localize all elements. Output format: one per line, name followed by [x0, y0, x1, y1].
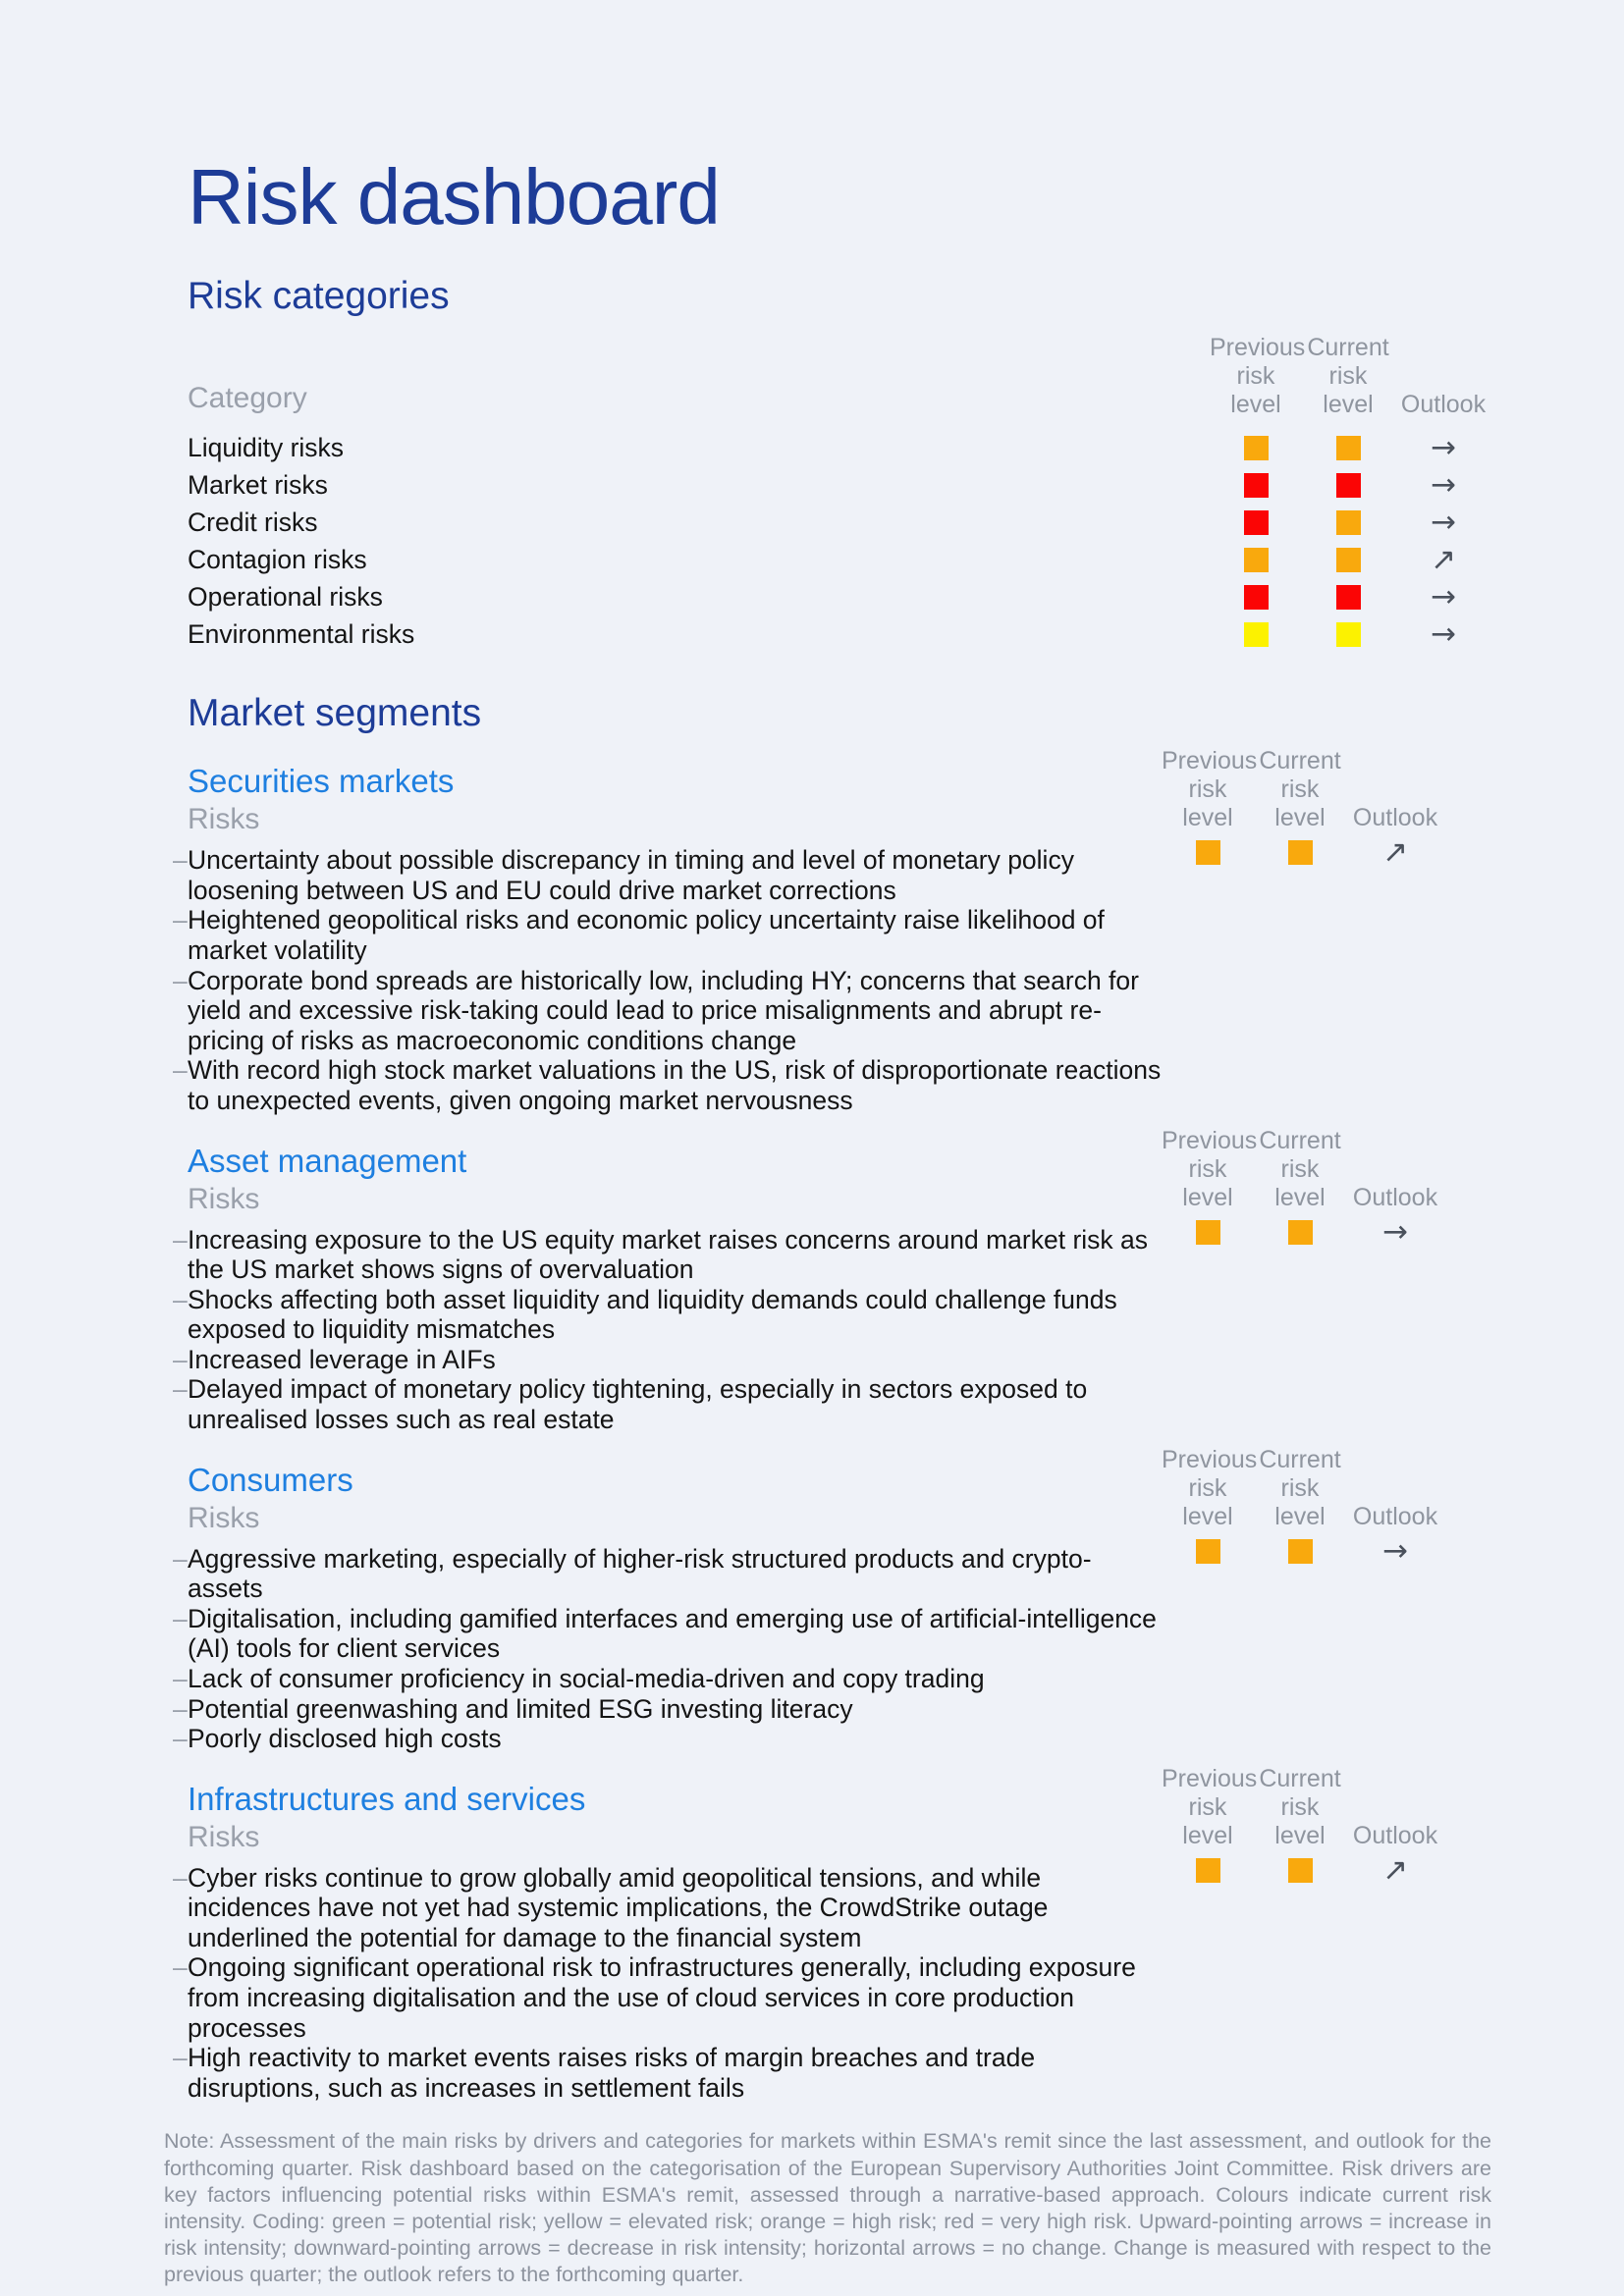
segment-consumers [173, 1445, 1492, 1754]
risk-bullet-text: Aggressive marketing, especially of higher-risk structured products and crypto-assets [188, 1543, 1092, 1604]
risk-category-label: Liquidity risks [188, 432, 345, 462]
segment-rating-row [1162, 1851, 1444, 1888]
risk-category-label: Credit risks [188, 507, 318, 537]
risk-bullet-text: Uncertainty about possible discrepancy in timing and level of monetary policy loosening between US and EU could drive market corrections [188, 845, 1074, 905]
risk-category-ratings [1210, 429, 1492, 465]
risk-category-ratings [1210, 466, 1492, 503]
risk-category-ratings [1210, 541, 1492, 577]
rating-column-headers [1162, 747, 1444, 832]
orange-risk-square [1336, 436, 1361, 460]
risk-category-label: Market risks [188, 469, 328, 500]
current-risk-level-header [1254, 1127, 1346, 1212]
current-risk-level-header-line: Current [1259, 1764, 1341, 1792]
current-risk-level-header-line: risk level [1274, 775, 1326, 832]
current-risk-level-header [1254, 1765, 1346, 1850]
orange-risk-square [1288, 1539, 1313, 1564]
orange-risk-square [1196, 1220, 1220, 1245]
risk-level-cell [1302, 470, 1394, 501]
risk-bullet-text: Ongoing significant operational risk to infrastructures generally, including exposure from increasing digitalisation and the use of cloud services in core production processes [188, 1952, 1136, 2043]
risk-bullet-text: Shocks affecting both asset liquidity and liquidity demands could challenge funds exposed to liquidity mismatches [188, 1284, 1117, 1345]
risk-level-cell [1210, 545, 1302, 575]
dash-bullet: – [173, 1055, 188, 1086]
segment-heading: Securities markets [188, 763, 455, 800]
outlook-header-line: Outlook [1352, 1183, 1438, 1211]
risk-categories-heading: Risk categories [188, 274, 450, 317]
risk-bullet-text: Lack of consumer proficiency in social-media-driven and copy trading [188, 1663, 985, 1693]
orange-risk-square [1288, 1858, 1313, 1883]
note-text: Note: Assessment of the main risks by drivers and categories for markets within ESMA's remit since the last assessment, and outlook for the forthcoming quarter. Risk dashboard based on the categorisation of the European Supervisory Authorities Joint Committee. Risk drivers are key factors influencing potential risks within ESMA's remit, assessed through a narrative-based approach. Colours indicate current risk intensity. Coding: green = potential risk; yellow = elevated risk; orange = high risk; red = very high risk. Upward-pointing arrows = increase in risk intensity; downward-pointing arrows = decrease in risk intensity; horizontal arrows = no change. Change is measured with respect to the previous quarter; the outlook refers to the forthcoming quarter. [164, 2129, 1491, 2287]
segment-rating-block [1162, 1446, 1444, 1567]
risk-category-label: Environmental risks [188, 618, 415, 649]
orange-risk-square [1196, 1858, 1220, 1883]
outlook-header-line: Outlook [1352, 1502, 1438, 1530]
category-column-label: Category [188, 382, 307, 415]
risk-bullet-text: With record high stock market valuations in the US, risk of disproportionate reactions to unexpected events, given ongoing market nervousness [188, 1055, 1162, 1115]
risk-category-label: Operational risks [188, 581, 383, 612]
red-risk-square [1244, 585, 1269, 610]
right-arrow-icon: → [1431, 466, 1456, 503]
up-right-arrow-icon: ↗ [1431, 541, 1456, 577]
risk-bullet [173, 1664, 1162, 1694]
current-risk-level-header-line: risk level [1323, 362, 1374, 419]
current-risk-level-header-line: Current [1307, 334, 1389, 362]
right-arrow-icon: → [1431, 504, 1456, 540]
current-risk-level-header-line: Current [1259, 747, 1341, 775]
segment-rating-block [1162, 747, 1444, 871]
page-title: Risk dashboard [188, 153, 720, 240]
risk-bullet-text: Potential greenwashing and limited ESG investing literacy [188, 1693, 853, 1724]
right-arrow-icon: → [1431, 615, 1456, 652]
outlook-cell [1394, 466, 1492, 503]
risk-category-ratings [1210, 578, 1492, 614]
risk-category-row [188, 615, 1492, 653]
previous-risk-level-header-line: Previous [1162, 1126, 1258, 1154]
dash-bullet: – [173, 1344, 188, 1374]
current-risk-level-header-line: risk level [1274, 1154, 1326, 1211]
risk-level-cell [1302, 582, 1394, 613]
previous-risk-level-header-line: risk level [1182, 775, 1233, 832]
risk-category-ratings [1210, 504, 1492, 540]
outlook-header-line: Outlook [1352, 1821, 1438, 1849]
risk-bullet-text: Heightened geopolitical risks and economic policy uncertainty raise likelihood of market volatility [188, 905, 1105, 965]
segment-heading: Asset management [188, 1142, 467, 1179]
outlook-cell [1394, 541, 1492, 577]
current-risk-level-header-line: Current [1259, 1445, 1341, 1473]
risk-bullet-text: Delayed impact of monetary policy tightening, especially in sectors exposed to unrealised losses such as real estate [188, 1374, 1088, 1435]
outlook-cell [1394, 504, 1492, 540]
outlook-header [1346, 1127, 1444, 1212]
outlook-header [1394, 334, 1492, 419]
right-arrow-icon: → [1431, 429, 1456, 465]
risk-bullet [173, 1694, 1162, 1725]
risk-level-cell [1162, 837, 1254, 868]
orange-risk-square [1336, 510, 1361, 535]
orange-risk-square [1288, 1220, 1313, 1245]
risk-bullet [173, 1285, 1162, 1345]
dash-bullet: – [173, 1374, 188, 1405]
previous-risk-level-header-line: Previous [1210, 334, 1306, 362]
previous-risk-level-header-line: Previous [1162, 1764, 1258, 1792]
risk-category-row [188, 578, 1492, 615]
rating-column-headers [1162, 1446, 1444, 1531]
dash-bullet: – [173, 1663, 188, 1693]
risk-bullet-list [173, 845, 1162, 1115]
dash-bullet: – [173, 1284, 188, 1314]
dash-bullet: – [173, 965, 188, 995]
risk-bullet-text: Digitalisation, including gamified interfaces and emerging use of artificial-intelligence (AI) tools for client services [188, 1603, 1157, 1664]
dash-bullet: – [173, 1543, 188, 1574]
yellow-risk-square [1244, 622, 1269, 647]
risk-categories-section [188, 275, 1492, 654]
risk-level-cell [1302, 545, 1394, 575]
previous-risk-level-header-line: Previous [1162, 747, 1258, 775]
segment-rating-row [1162, 1213, 1444, 1250]
previous-risk-level-header [1210, 334, 1306, 419]
risks-label: Risks [188, 1501, 260, 1534]
previous-risk-level-header [1162, 1764, 1258, 1850]
risk-categories-rows [188, 429, 1492, 653]
risk-bullet-list [173, 1544, 1162, 1754]
segment-securities-markets [173, 747, 1492, 1115]
market-segments-heading: Market segments [188, 692, 482, 735]
risk-level-cell [1254, 1217, 1346, 1248]
red-risk-square [1336, 585, 1361, 610]
risk-level-cell [1210, 582, 1302, 613]
risk-level-cell [1302, 433, 1394, 463]
risk-level-cell [1210, 433, 1302, 463]
risk-level-cell [1254, 1855, 1346, 1886]
dash-bullet: – [173, 1862, 188, 1893]
previous-risk-level-header-line: risk level [1230, 362, 1281, 419]
dash-bullet: – [173, 2043, 188, 2073]
orange-risk-square [1244, 548, 1269, 572]
risk-level-cell [1254, 1536, 1346, 1567]
previous-risk-level-header [1162, 1126, 1258, 1212]
previous-risk-level-header-line: risk level [1182, 1154, 1233, 1211]
risk-category-row [188, 466, 1492, 504]
previous-risk-level-header [1162, 747, 1258, 832]
risk-bullet-text: Cyber risks continue to grow globally amid geopolitical tensions, and while incidences have not yet had systemic implications, the CrowdStrike outage underlined the potential for damage to the financial system [188, 1862, 1049, 1952]
previous-risk-level-header [1162, 1445, 1258, 1531]
risk-bullet [173, 1863, 1162, 1953]
risk-level-cell [1162, 1855, 1254, 1886]
segment-infrastructures-and-services [173, 1764, 1492, 2104]
segment-heading: Consumers [188, 1461, 353, 1498]
red-risk-square [1336, 473, 1361, 498]
up-right-arrow-icon: ↗ [1382, 834, 1408, 871]
risk-bullet [173, 1604, 1162, 1664]
rating-column-headers [1162, 1765, 1444, 1850]
dash-bullet: – [173, 1224, 188, 1255]
outlook-header-line: Outlook [1400, 391, 1487, 419]
risk-level-cell [1162, 1536, 1254, 1567]
segment-rating-row [1162, 834, 1444, 871]
right-arrow-icon: → [1431, 578, 1456, 614]
current-risk-level-header [1302, 334, 1394, 419]
orange-risk-square [1336, 548, 1361, 572]
risk-bullet [173, 1724, 1162, 1754]
outlook-header [1346, 1765, 1444, 1850]
risk-category-ratings [1210, 615, 1492, 652]
orange-risk-square [1244, 436, 1269, 460]
segment-rating-row [1162, 1532, 1444, 1569]
risk-level-cell [1210, 470, 1302, 501]
risk-bullet-list [173, 1225, 1162, 1435]
market-segments-sections [173, 747, 1492, 2103]
risk-bullet [173, 1225, 1162, 1285]
outlook-cell [1346, 1213, 1444, 1250]
outlook-header [1346, 1446, 1444, 1531]
segment-rating-block [1162, 1765, 1444, 1886]
risk-bullet-text: Increasing exposure to the US equity market raises concerns around market risk as the US market shows signs of overvaluation [188, 1224, 1149, 1285]
outlook-cell [1346, 1851, 1444, 1888]
risk-bullet-text: Increased leverage in AIFs [188, 1344, 496, 1374]
risk-bullet [173, 1952, 1162, 2043]
risk-bullet [173, 1544, 1162, 1604]
outlook-cell [1394, 615, 1492, 652]
risk-category-row [188, 541, 1492, 578]
dash-bullet: – [173, 905, 188, 935]
current-risk-level-header [1254, 1446, 1346, 1531]
segment-asset-management [173, 1126, 1492, 1435]
dash-bullet: – [173, 1952, 188, 1983]
outlook-header [1346, 747, 1444, 832]
risk-bullet-list [173, 1863, 1162, 2104]
dash-bullet: – [173, 1724, 188, 1754]
risk-bullet-text: High reactivity to market events raises risks of margin breaches and trade disruptions, such as increases in settlement fails [188, 2043, 1036, 2103]
risk-categories-table-header [188, 334, 1492, 419]
orange-risk-square [1196, 840, 1220, 865]
red-risk-square [1244, 473, 1269, 498]
risk-level-cell [1210, 507, 1302, 538]
dash-bullet: – [173, 1603, 188, 1633]
up-right-arrow-icon: ↗ [1382, 1851, 1408, 1888]
previous-risk-level-header-line: Previous [1162, 1445, 1258, 1473]
previous-risk-level-header-line: risk level [1182, 1473, 1233, 1530]
risk-level-cell [1162, 1217, 1254, 1248]
outlook-cell [1394, 578, 1492, 614]
risk-level-cell [1302, 619, 1394, 650]
current-risk-level-header-line: risk level [1274, 1473, 1326, 1530]
risk-bullet [173, 1345, 1162, 1375]
segment-heading: Infrastructures and services [188, 1780, 586, 1817]
risk-bullet [173, 966, 1162, 1056]
dash-bullet: – [173, 845, 188, 876]
rating-column-headers [1162, 1127, 1444, 1212]
risk-category-label: Contagion risks [188, 544, 367, 574]
outlook-header-line: Outlook [1352, 804, 1438, 832]
dash-bullet: – [173, 1693, 188, 1724]
risk-bullet [173, 2043, 1162, 2103]
risk-bullet [173, 1055, 1162, 1115]
risk-level-cell [1210, 619, 1302, 650]
current-risk-level-header-line: risk level [1274, 1792, 1326, 1849]
outlook-cell [1346, 834, 1444, 871]
risk-bullet [173, 1374, 1162, 1434]
risks-label: Risks [188, 1182, 260, 1215]
risk-bullet-text: Corporate bond spreads are historically low, including HY; concerns that search for yield and excessive risk-taking could lead to price misalignments and abrupt re-pricing of risks as macroeconomic conditions change [188, 965, 1139, 1055]
risk-bullet-text: Poorly disclosed high costs [188, 1724, 502, 1754]
rating-column-headers [1210, 334, 1492, 419]
risk-bullet [173, 905, 1162, 965]
risks-label: Risks [188, 1820, 260, 1853]
orange-risk-square [1196, 1539, 1220, 1564]
orange-risk-square [1288, 840, 1313, 865]
risk-category-row [188, 429, 1492, 466]
risks-label: Risks [188, 803, 260, 836]
risk-bullet [173, 845, 1162, 905]
previous-risk-level-header-line: risk level [1182, 1792, 1233, 1849]
risk-level-cell [1302, 507, 1394, 538]
risk-level-cell [1254, 837, 1346, 868]
current-risk-level-header-line: Current [1259, 1126, 1341, 1154]
segment-rating-block [1162, 1127, 1444, 1248]
outlook-cell [1394, 429, 1492, 465]
yellow-risk-square [1336, 622, 1361, 647]
right-arrow-icon: → [1382, 1213, 1408, 1250]
right-arrow-icon: → [1382, 1532, 1408, 1569]
current-risk-level-header [1254, 747, 1346, 832]
red-risk-square [1244, 510, 1269, 535]
risk-category-row [188, 504, 1492, 541]
outlook-cell [1346, 1532, 1444, 1569]
